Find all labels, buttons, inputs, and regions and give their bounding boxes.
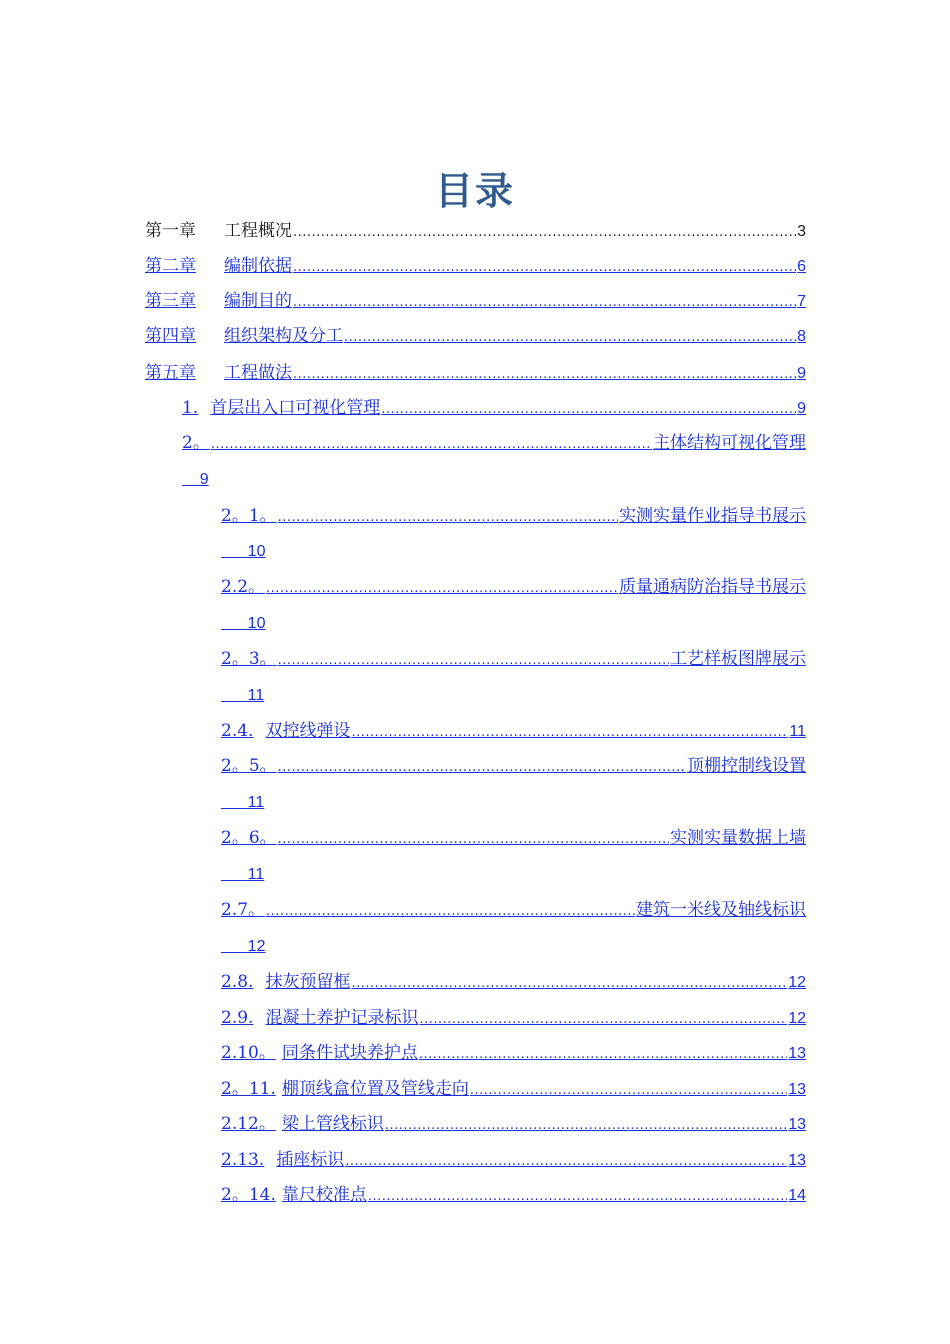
toc-entry-label: 插座标识 xyxy=(276,1150,345,1170)
toc-entry-label: 混凝土养护记录标识 xyxy=(265,1008,419,1028)
toc-entry-page-wrapped[interactable]: 11 xyxy=(247,794,265,811)
toc-entry-page: 13 xyxy=(788,1045,806,1062)
toc-entry-label: 首层出入口可视化管理 xyxy=(210,398,381,418)
toc-entry-label: 主体结构可视化管理 xyxy=(653,433,806,453)
toc-entry-page-wrapped[interactable]: 10 xyxy=(247,615,266,632)
toc-entry-label: 棚顶线盒位置及管线走向 xyxy=(281,1079,469,1099)
dot-leader xyxy=(381,399,796,421)
toc-entry-number: 第五章 xyxy=(145,363,196,383)
toc-entry-page: 11 xyxy=(789,723,806,740)
toc-entry-section-1[interactable] xyxy=(182,397,806,421)
toc-entry-number: 2。14. xyxy=(221,1185,276,1205)
toc-entry-number: 2.8. xyxy=(221,972,254,992)
toc-entry-page: 12 xyxy=(788,974,806,991)
dot-leader xyxy=(344,327,796,349)
toc-entry-label: 靠尺校准点 xyxy=(281,1185,367,1205)
toc-entry-page: 9 xyxy=(797,365,806,382)
toc-entry-number: 2.2。 xyxy=(221,577,266,597)
toc-entry-page-wrapped[interactable]: 11 xyxy=(247,687,265,704)
dot-leader xyxy=(470,1080,787,1102)
toc-entry-section-2-10[interactable] xyxy=(221,1042,806,1066)
toc-entry-chapter-2[interactable] xyxy=(145,255,806,279)
dot-leader xyxy=(293,222,796,244)
dot-leader xyxy=(419,1044,787,1066)
toc-entry-chapter-5[interactable] xyxy=(145,362,806,386)
toc-entry-chapter-1[interactable] xyxy=(145,220,806,244)
toc-entry-page: 7 xyxy=(797,293,806,310)
toc-entry-number: 第一章 xyxy=(145,221,196,241)
toc-entry-section-2-14[interactable] xyxy=(221,1184,806,1208)
dot-leader xyxy=(351,722,788,744)
toc-entry-number: 2.7。 xyxy=(221,900,266,920)
toc-entry-page-wrapped[interactable]: 11 xyxy=(247,866,265,883)
toc-entry-number: 第二章 xyxy=(145,256,196,276)
toc-entry-section-2-6[interactable] xyxy=(221,827,806,851)
toc-entry-section-2-2[interactable] xyxy=(221,576,806,600)
toc-entry-section-2-1[interactable] xyxy=(221,505,806,529)
toc-entry-number: 2。1。 xyxy=(221,506,277,526)
toc-entry-number: 2.10。 xyxy=(221,1043,276,1063)
toc-entry-page-wrapped[interactable]: 12 xyxy=(247,938,266,955)
dot-leader xyxy=(278,507,618,529)
toc-entry-number: 2.4. xyxy=(221,721,254,741)
toc-entry-label: 编制依据 xyxy=(224,256,292,276)
dot-leader xyxy=(278,757,686,779)
toc-entry-page: 13 xyxy=(788,1152,806,1169)
toc-entry-label: 工程做法 xyxy=(224,363,292,383)
toc-entry-section-2-13[interactable] xyxy=(221,1149,806,1173)
toc-entry-section-2-3[interactable] xyxy=(221,648,806,672)
dot-leader xyxy=(419,1009,787,1031)
toc-entry-number: 1. xyxy=(182,398,199,418)
dot-leader xyxy=(351,973,787,995)
toc-entry-page: 9 xyxy=(797,400,806,417)
toc-entry-label: 工艺样板图牌展示 xyxy=(670,649,806,669)
toc-entry-page: 14 xyxy=(788,1187,806,1204)
toc-entry-label: 质量通病防治指导书展示 xyxy=(619,577,806,597)
toc-entry-label: 抹灰预留框 xyxy=(265,972,351,992)
toc-entry-page: 13 xyxy=(788,1116,806,1133)
toc-entry-page: 13 xyxy=(788,1081,806,1098)
dot-leader xyxy=(368,1186,787,1208)
toc-entry-label: 编制目的 xyxy=(224,291,292,311)
toc-entry-number: 2。3。 xyxy=(221,649,277,669)
toc-title: 目录 xyxy=(434,168,515,213)
toc-entry-label: 建筑一米线及轴线标识 xyxy=(636,900,806,920)
toc-entry-section-2-8[interactable] xyxy=(221,971,806,995)
toc-entry-label: 梁上管线标识 xyxy=(281,1114,384,1134)
toc-entry-section-2-4[interactable] xyxy=(221,720,806,744)
toc-entry-label: 工程概况 xyxy=(224,221,292,241)
toc-entry-section-2-11[interactable] xyxy=(221,1078,806,1102)
toc-entry-number: 2。 xyxy=(182,433,210,453)
toc-entry-label: 组织架构及分工 xyxy=(224,326,343,346)
dot-leader xyxy=(293,364,796,386)
toc-entry-section-2-12[interactable] xyxy=(221,1113,806,1137)
dot-leader xyxy=(266,901,635,923)
toc-entry-number: 2。6。 xyxy=(221,828,277,848)
toc-entry-page: 6 xyxy=(797,258,806,275)
toc-entry-number: 2。5。 xyxy=(221,756,277,776)
toc-entry-section-2-7[interactable] xyxy=(221,899,806,923)
toc-entry-number: 2.12。 xyxy=(221,1114,276,1134)
dot-leader xyxy=(345,1151,787,1173)
toc-entry-page: 12 xyxy=(788,1010,806,1027)
toc-entry-number: 2。11. xyxy=(221,1079,276,1099)
dot-leader xyxy=(293,292,796,314)
toc-entry-page: 8 xyxy=(797,328,806,345)
dot-leader xyxy=(211,434,652,456)
toc-entry-number: 第三章 xyxy=(145,291,196,311)
toc-entry-label: 顶棚控制线设置 xyxy=(687,756,806,776)
dot-leader xyxy=(293,257,796,279)
toc-entry-chapter-4[interactable] xyxy=(145,325,806,349)
toc-entry-label: 实测实量数据上墙 xyxy=(670,828,806,848)
toc-entry-label: 同条件试块养护点 xyxy=(281,1043,418,1063)
toc-entry-section-2[interactable] xyxy=(182,432,806,456)
toc-entry-number: 2.9. xyxy=(221,1008,254,1028)
toc-entry-chapter-3[interactable] xyxy=(145,290,806,314)
dot-leader xyxy=(266,578,618,600)
dot-leader xyxy=(278,829,669,851)
toc-entry-page-wrapped[interactable]: 9 xyxy=(199,471,209,488)
toc-entry-section-2-5[interactable] xyxy=(221,755,806,779)
toc-entry-number: 2.13. xyxy=(221,1150,265,1170)
dot-leader xyxy=(385,1115,787,1137)
toc-entry-page: 3 xyxy=(797,223,806,240)
toc-entry-label: 实测实量作业指导书展示 xyxy=(619,506,806,526)
toc-entry-page-wrapped[interactable]: 10 xyxy=(247,543,266,560)
toc-entry-number: 第四章 xyxy=(145,326,196,346)
toc-entry-section-2-9[interactable] xyxy=(221,1007,806,1031)
toc-entry-label: 双控线弹设 xyxy=(265,721,351,741)
dot-leader xyxy=(278,650,669,672)
